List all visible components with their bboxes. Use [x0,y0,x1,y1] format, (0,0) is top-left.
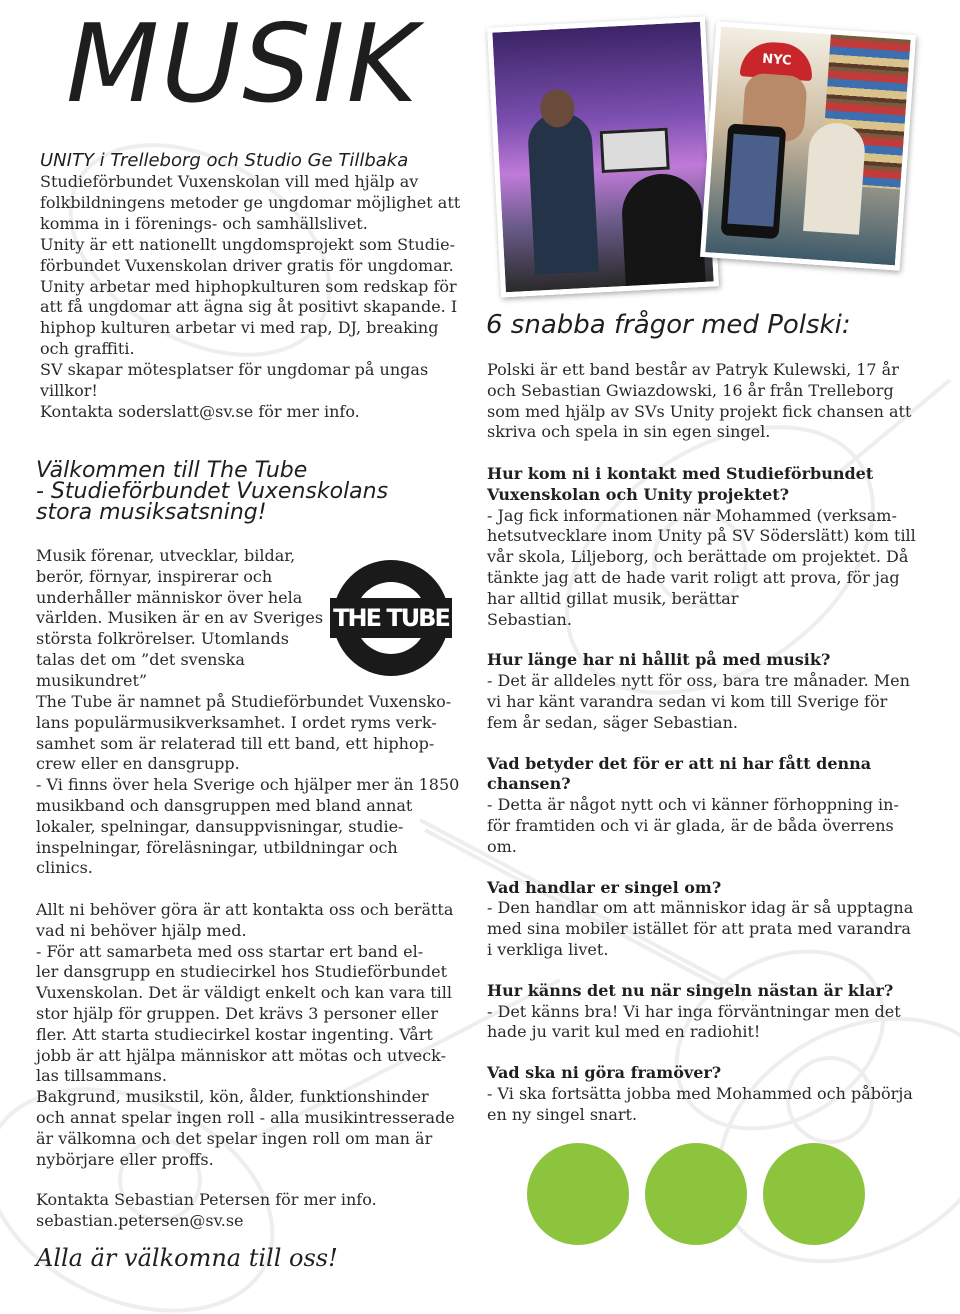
green-circle-1 [527,1143,629,1245]
qa-question: Vad ska ni göra framöver? [487,1063,722,1083]
unity-heading: UNITY i Trelleborg och Studio Ge Tillbaka [40,150,409,171]
tube-intro: Musik förenar, utvecklar, bildar, berör, förnyar, inspirerar och underhåller människor över hela världen. Musiken är en av Sveriges största folkrörelser. Utomlands talas det om ”det svenska musikundret” [36,546,324,690]
qa-item [487,1063,927,1125]
qa-item [487,981,927,1043]
tube-contact: Kontakta Sebastian Petersen för mer info. sebastian.petersen@sv.se [36,1190,377,1230]
the-tube-logo [330,557,452,679]
qa-item [487,464,927,630]
qa-answer: - Jag fick informationen när Mohammed (verksam- hetsutvecklare inom Unity på SV Söderslätt) kom till vår skola, Liljeborg, och berättade om projektet. Då tänkte jag att de hade varit roligt att prova, för jag har alltid gillat musik, berättar Sebastian. [487,505,916,629]
qa-answer: - Det är alldeles nytt för oss, bara tre månader. Men vi har känt varandra sedan vi kom till Sverige för fem år sedan, säger Sebastian. [487,671,910,732]
qa-question: Hur känns det nu när singeln nästan är klar? [487,980,894,1000]
qa-question: Vad betyder det för er att ni har fått denna chansen? [487,753,872,794]
tube-about: The Tube är namnet på Studieförbundet Vuxensko- lans populärmusikverksamhet. I ordet ryms verk- samhet som är relaterad till ett band, ett hiphop- crew eller en dansgrupp. - Vi finns över hela Sverige och hjälper mer än 1850 musikband och dansgruppen med bland annat lokaler, spelningar, dansuppvisningar, studie- inspelningar, föreläsningar, utbildningar och clinics. [36,692,460,878]
cap: NYC [740,40,814,81]
qa-answer: - Den handlar om att människor idag är så upptagna med sina mobiler istället för att prata med varandra i verkliga livet. [487,898,914,959]
tube-section [36,460,486,523]
qa-question: Hur länge har ni hållit på med musik? [487,650,831,670]
green-circle-3 [763,1143,865,1245]
unity-section [40,150,480,423]
unity-body: Studieförbundet Vuxenskolan vill med hjälp av folkbildningens metoder ge ungdomar möjlighet att komma in i förenings- och samhällslivet. Unity är ett nationellt ungdomsprojekt som Studie- förbundet Vuxenskolan driver gratis för ungdomar. Unity arbetar med hiphopkulturen som redskap för att få ungdomar att ägna sig åt positivt skapande. I hiphop kulturen arbetar vi med rap, DJ, breaking och graffiti. SV skapar mötesplatser för ungdomar på ungas villkor! Kontakta soderslatt@sv.se för mer info. [40,172,461,421]
interview-heading: 6 snabba frågor med Polski: [486,310,851,340]
green-circle-2 [645,1143,747,1245]
page-title: MUSIK [66,2,420,127]
interview-intro: Polski är ett band består av Patryk Kulewski, 17 år och Sebastian Gwiazdowski, 16 år från Trelleborg som med hjälp av SVs Unity projekt fick chansen att skriva och spela in sin egen singel. [487,360,912,442]
qa-answer: - Detta är något nytt och vi känner förhoppning in- för framtiden och vi är glada, är de båda överrens om. [487,795,899,856]
interview-qa-list [487,464,927,1146]
qa-answer: - Vi ska fortsätta jobba med Mohammed och påbörja en ny singel snart. [487,1083,913,1124]
phone-screen [727,134,779,227]
studio-photo [487,16,719,297]
studio-person-standing [527,112,599,275]
boy-background [803,121,867,235]
tube-join: Allt ni behöver göra är att kontakta oss och berätta vad ni behöver hjälp med. - För att samarbeta med oss startar ert band el- ler dansgrupp en studiecirkel hos Studieförbundet Vuxenskolan. Det är väldigt enkelt och kan vara till stor hjälp för gruppen. Det krävs 3 personer eller fler. Att starta studiecirkel kostar ingenting. Vårt jobb är att hjälpa människor att mötas och utveck- las tillsammans. Bakgrund, musikstil, kön, ålder, funktionshinder och annat spelar ingen roll - alla musikintresserade är välkomna och det spelar ingen roll om man är nybörjare eller proffs. [36,900,455,1169]
tube-closing: Alla är välkomna till oss! [36,1244,338,1272]
qa-question: Vad handlar er singel om? [487,877,722,897]
tube-heading: Välkommen till The Tube - Studieförbundet Vuxenskolans stora musiksatsning! [36,458,389,525]
studio-person-seated [620,172,706,286]
qa-item [487,650,927,733]
selfie-photo [700,21,916,270]
qa-item [487,754,927,858]
qa-answer: - Det känns bra! Vi har inga förväntningar men det hade ju varit kul med en radiohit! [487,1001,901,1042]
qa-item [487,878,927,961]
qa-question: Hur kom ni i kontakt med Studieförbundet Vuxenskolan och Unity projektet? [487,464,874,504]
studio-monitor [600,128,670,174]
tube-logo-text: THE TUBE [333,604,449,632]
